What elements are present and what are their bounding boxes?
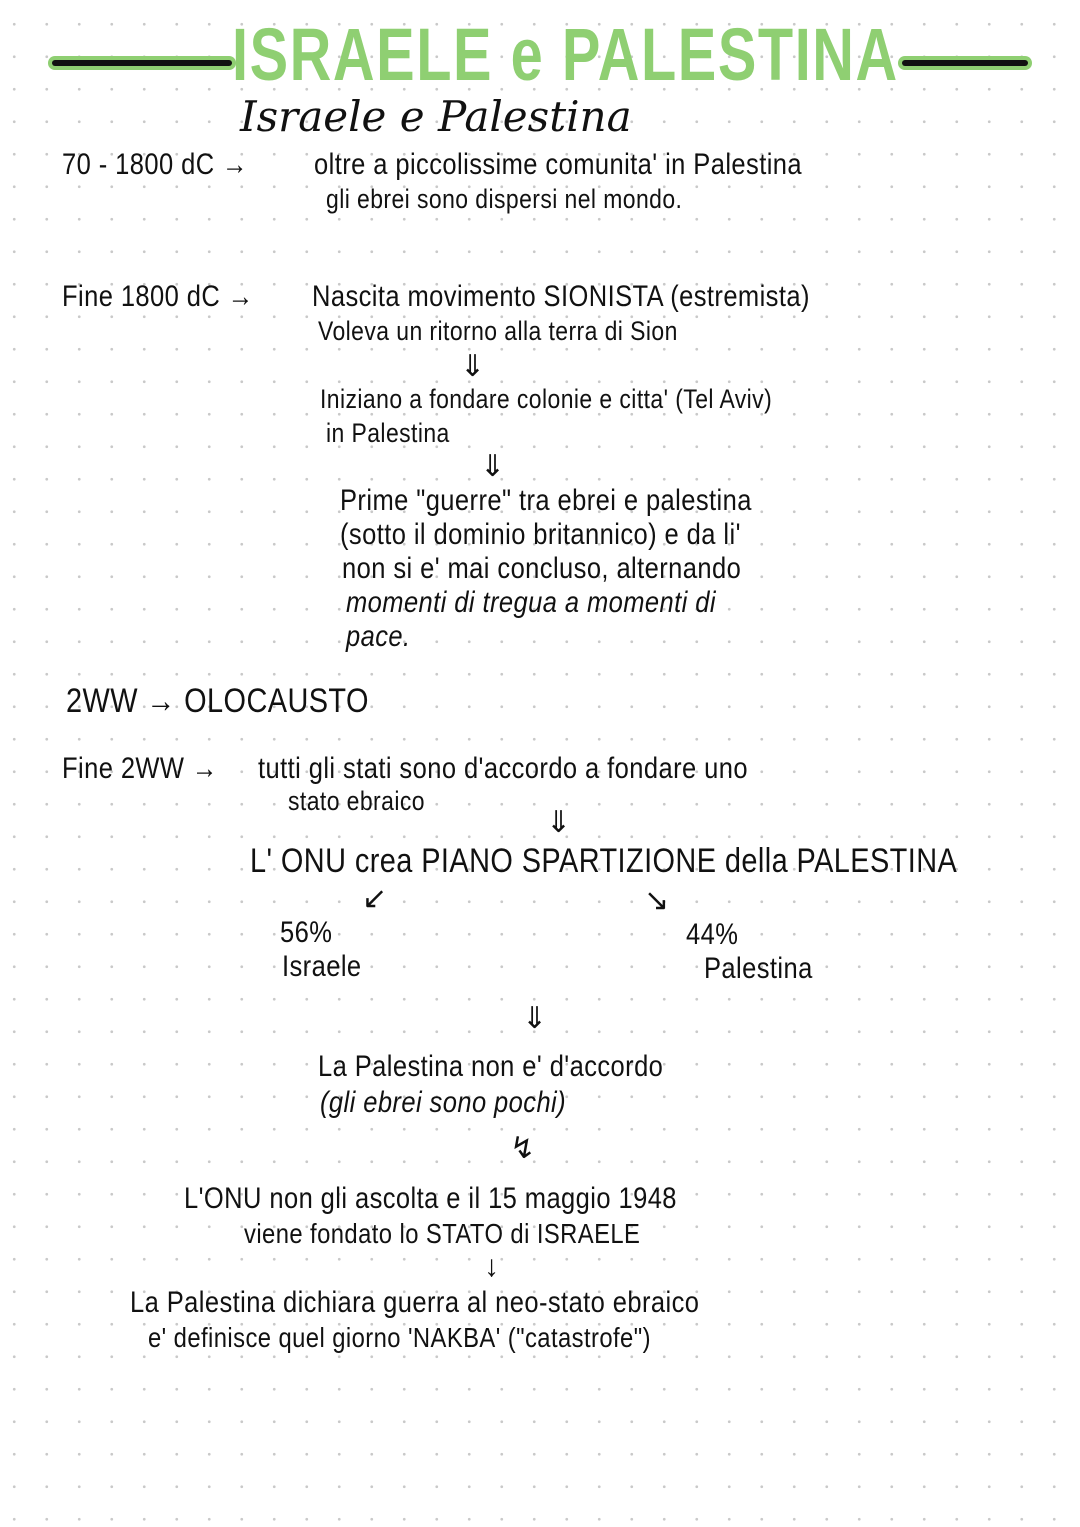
palestine-percentage: 44% [686,918,739,951]
down-left-arrow: ↙ [362,882,388,915]
israel-percentage: 56% [280,916,333,949]
palestine-label: Palestina [704,952,813,985]
section-1-line: oltre a piccolissime comunita' in Palestina [314,148,803,181]
section-2-line: Iniziano a fondare colonie e citta' (Tel Aviv) [320,384,773,414]
down-arrow: ↓ [484,1250,499,1283]
end-line: La Palestina non e' d'accordo [318,1050,664,1083]
double-down-arrow: ⇓ [480,450,506,483]
title-rule-right [902,60,1028,66]
section-2-line: momenti di tregua a momenti di [346,586,716,619]
squiggle-arrow: ↯ [510,1132,536,1165]
section-4-line: tutti gli stati sono d'accordo a fondare uno [258,752,748,785]
down-right-arrow: ↘ [644,884,670,917]
title-rule-left [52,60,232,66]
end-line: La Palestina dichiara guerra al neo-stato ebraico [130,1286,700,1319]
end-line: e' definisce quel giorno 'NAKBA' ("catastrofe") [148,1322,651,1353]
double-down-arrow: ⇓ [546,806,572,839]
end-line: viene fondato lo STATO di ISRAELE [244,1218,641,1249]
double-down-arrow: ⇓ [522,1002,548,1035]
section-1-label: 70 - 1800 dC → [62,148,248,181]
section-2-line: pace. [346,620,411,653]
section-4-line: stato ebraico [288,786,425,816]
end-line: L'ONU non gli ascolta e il 15 maggio 1948 [184,1182,677,1215]
section-2-line: (sotto il dominio britannico) e da li' [340,518,741,551]
section-4-line: L' ONU crea PIANO SPARTIZIONE della PALESTINA [250,842,958,880]
section-2-label: Fine 1800 dC → [62,280,254,313]
section-1-line: gli ebrei sono dispersi nel mondo. [326,184,683,214]
israel-label: Israele [282,950,362,983]
section-4-label: Fine 2WW → [62,752,218,785]
section-3-label: 2WW → OLOCAUSTO [66,682,369,720]
section-2-line: Nascita movimento SIONISTA (estremista) [312,280,810,313]
section-2-line: non si e' mai concluso, alternando [342,552,742,585]
end-line: (gli ebrei sono pochi) [320,1086,567,1119]
section-2-line: Prime "guerre" tra ebrei e palestina [340,484,752,517]
double-down-arrow: ⇓ [460,350,486,383]
title-script: Israele e Palestina [240,92,632,141]
section-2-line: in Palestina [326,418,450,448]
title-highlight: ISRAELE e PALESTINA [232,13,899,96]
section-2-line: Voleva un ritorno alla terra di Sion [318,316,678,346]
